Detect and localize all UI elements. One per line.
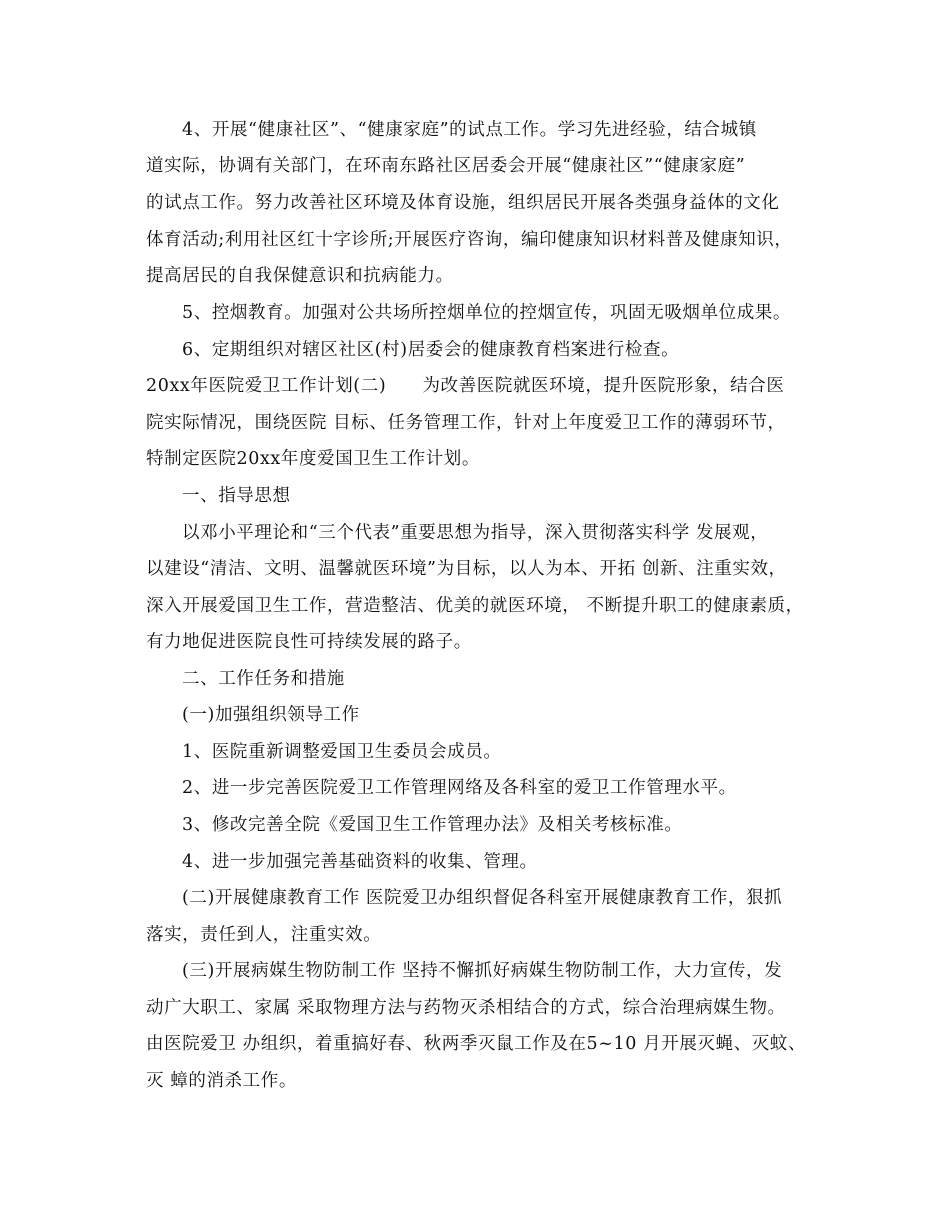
paragraph-line: 提高居民的自我保健意识和抗病能力。 [146, 266, 454, 286]
paragraph-line: 由医院爱卫 办组织，着重搞好春、秋两季灭鼠工作及在5~10 月开展灭蝇、灭蚊、 [146, 1034, 807, 1054]
paragraph-line: 以邓小平理论和“三个代表”重要思想为指导，深入贯彻落实科学 发展观， [182, 523, 769, 543]
paragraph-line: (三)开展病媒生物防制工作 坚持不懈抓好病媒生物防制工作，大力宣传，发 [182, 961, 783, 981]
list-item-line: 1、医院重新调整爱国卫生委员会成员。 [182, 742, 502, 762]
paragraph-line: 特制定医院20xx年度爱国卫生工作计划。 [146, 449, 481, 469]
subheading-line: (一)加强组织领导工作 [182, 705, 360, 725]
paragraph-line: 灭 蟑的消杀工作。 [146, 1071, 297, 1091]
paragraph-line: 4、开展“健康社区”、“健康家庭”的试点工作。学习先进经验，结合城镇 [182, 120, 757, 140]
paragraph-line: 院实际情况，围绕医院 目标、任务管理工作，针对上年度爱卫工作的薄弱环节， [146, 413, 786, 433]
list-item-line: 4、进一步加强完善基础资料的收集、管理。 [182, 852, 538, 872]
paragraph-line: 有力地促进医院良性可持续发展的路子。 [146, 632, 472, 652]
paragraph-line: 5、控烟教育。加强对公共场所控烟单位的控烟宣传，巩固无吸烟单位成果。 [182, 303, 792, 323]
paragraph-line: (二)开展健康教育工作 医院爱卫办组织督促各科室开展健康教育工作，狠抓 [182, 888, 783, 908]
paragraph-line: 体育活动;利用社区红十字诊所;开展医疗咨询，编印健康知识材料普及健康知识， [146, 230, 793, 250]
paragraph-line: 道实际，协调有关部门，在环南东路社区居委会开展“健康社区”“健康家庭” [146, 156, 746, 176]
paragraph-line: 的试点工作。努力改善社区环境及体育设施，组织居民开展各类强身益体的文化 [146, 193, 780, 213]
list-item-line: 2、进一步完善医院爱卫工作管理网络及各科室的爱卫工作管理水平。 [182, 778, 737, 798]
list-item-line: 3、修改完善全院《爱国卫生工作管理办法》及相关考核标准。 [182, 815, 683, 835]
paragraph-line: 6、定期组织对辖区社区(村)居委会的健康教育档案进行检查。 [182, 340, 680, 360]
paragraph-line: 落实，责任到人，注重实效。 [146, 925, 382, 945]
paragraph-line: 以建设“清洁、文明、温馨就医环境”为目标，以人为本、开拓 创新、注重实效， [146, 559, 787, 579]
heading-line: 二、工作任务和措施 [182, 669, 345, 689]
paragraph-line: 深入开展爱国卫生工作，营造整洁、优美的就医环境， 不断提升职工的健康素质， [146, 596, 804, 616]
paragraph-line: 动广大职工、家属 采取物理方法与药物灭杀相结合的方式，综合治理病媒生物。 [146, 998, 786, 1018]
heading-line: 一、指导思想 [182, 486, 291, 506]
section-title-line: 20xx年医院爱卫工作计划(二) 为改善医院就医环境，提升医院形象，结合医 [146, 376, 785, 396]
